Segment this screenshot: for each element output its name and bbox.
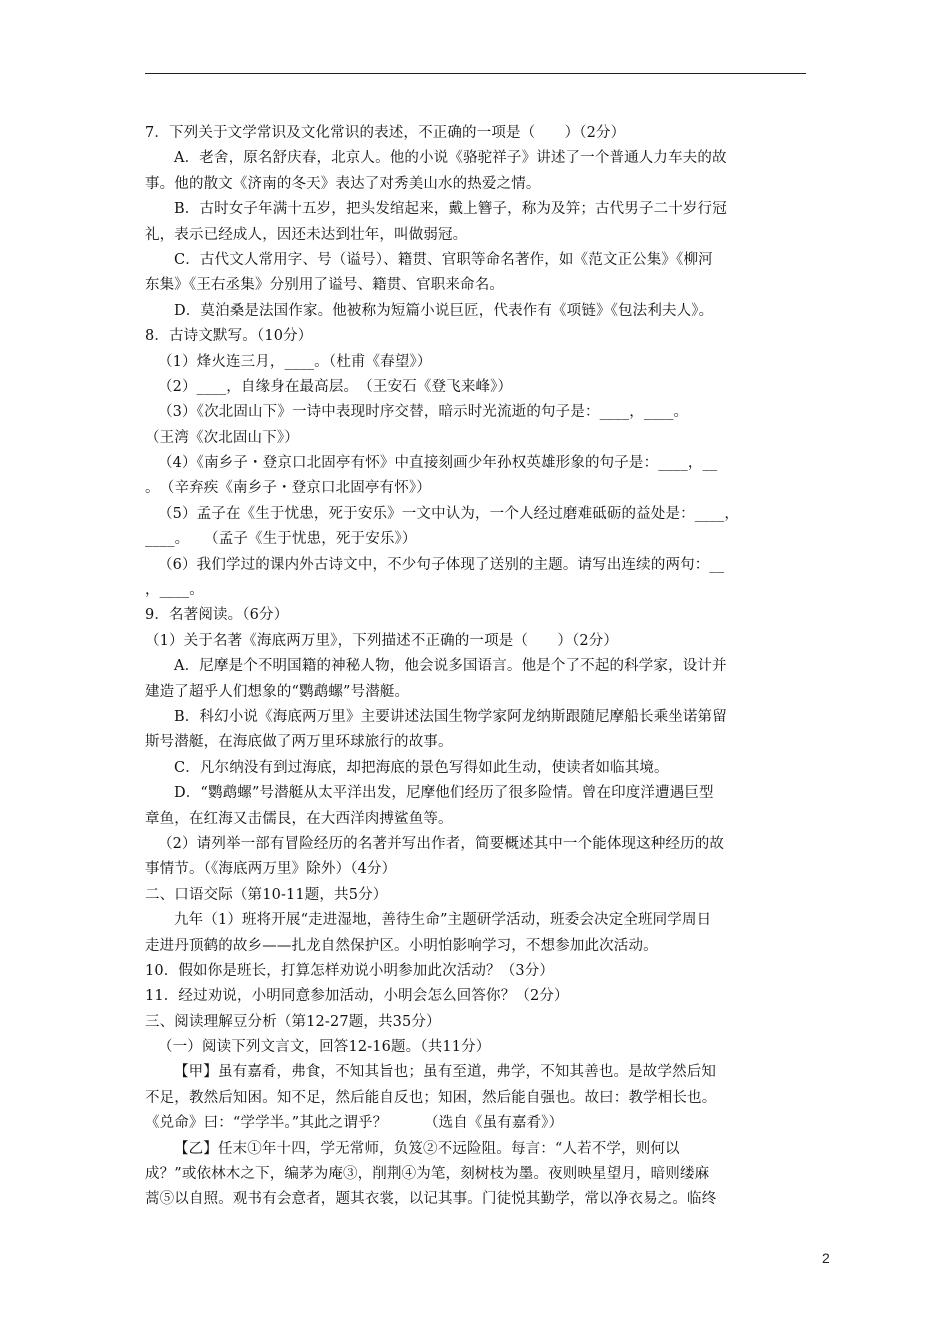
text-line: （5）孟子在《生于忧患，死于安乐》一文中认为，一个人经过磨难砥砺的益处是：____，	[158, 505, 740, 522]
text-line: 东集》《王右丞集》分别用了谥号、籍贯、官职来命名。	[145, 277, 504, 294]
text-line: 走进丹顶鹤的故乡——扎龙自然保护区。小明怕影响学习，不想参加此次活动。	[145, 937, 658, 954]
text-line: 建造了超乎人们想象的“鹦鹉螺”号潜艇。	[145, 683, 410, 700]
text-line: B．古时女子年满十五岁，把头发绾起来，戴上簪子，称为及笄；古代男子二十岁行冠	[174, 201, 727, 218]
text-line: 【乙】任末①年十四，学无常师，负笈②不远险阻。每言：“人若不学，则何以	[174, 1140, 680, 1157]
text-line: 。 （辛弃疾《南乡子・登京口北固亭有怀》）	[145, 480, 431, 497]
text-line: C．凡尔纳没有到过海底，却把海底的景色写得如此生动，使读者如临其境。	[174, 759, 669, 776]
text-line: （王湾《次北固山下》）	[145, 429, 299, 446]
text-line: （2）____，自缘身在最高层。 （王安石《登飞来峰》）	[158, 378, 513, 395]
text-line: 10．假如你是班长，打算怎样劝说小明参加此次活动？（3分）	[145, 962, 555, 979]
text-line: 11．经过劝说，小明同意参加活动，小明会怎么回答你？（2分）	[145, 988, 569, 1005]
text-line: 礼，表示已经成人，因还未达到壮年，叫做弱冠。	[145, 226, 468, 243]
text-line: 二、口语交际（第10-11题，共5分）	[145, 886, 388, 903]
text-line: 事。他的散文《济南的冬天》表达了对秀美山水的热爱之情。	[145, 175, 541, 192]
text-line: 8．古诗文默写。（10分）	[145, 328, 313, 345]
text-line: 事情节。（《海底两万里》除外）（4分）	[145, 861, 397, 878]
text-line: （3）《次北固山下》一诗中表现时序交替，暗示时光流逝的句子是：____，____。	[158, 404, 689, 421]
text-line: （2）请列举一部有冒险经历的名著并写出作者，简要概述其中一个能体现这种经历的故	[158, 835, 725, 852]
text-line: 斯号潜艇，在海底做了两万里环球旅行的故事。	[145, 734, 453, 751]
text-line: 9．名著阅读。（6分）	[145, 607, 289, 624]
text-line: （1）关于名著《海底两万里》，下列描述不正确的一项是（ ）（2分）	[145, 632, 619, 649]
page-number: 2	[822, 1250, 830, 1266]
text-line: 章鱼，在红海又击儒艮，在大西洋肉搏鲨鱼等。	[145, 810, 453, 827]
text-line: 不足，教然后知困。知不足，然后能自反也；知困，然后能自强也。故曰：教学相长也。	[145, 1089, 717, 1106]
text-line: A．老舍，原名舒庆春，北京人。他的小说《骆驼祥子》讲述了一个普通人力车夫的故	[174, 150, 727, 167]
text-line: ____。 （孟子《生于忧患，死于安乐》）	[145, 531, 417, 548]
text-line: （1）烽火连三月，____。（杜甫《春望》）	[158, 353, 432, 370]
text-line: （6）我们学过的课内外古诗文中，不少句子体现了送别的主题。请写出连续的两句：__	[158, 556, 725, 573]
text-line: ，____。	[145, 582, 204, 599]
text-line: 九年（1）班将开展“走进湿地，善待生命”主题研学活动，班委会决定全班同学周日	[174, 912, 712, 929]
text-line: （一）阅读下列文言文，回答12-16题。（共11分）	[158, 1039, 491, 1056]
text-line: 7．下列关于文学常识及文化常识的表述，不正确的一项是（ ）（2分）	[145, 125, 626, 141]
text-line: 成？”或依林木之下，编茅为庵③，削荆④为笔，刻树枝为墨。夜则映星望月，暗则缕麻	[145, 1166, 710, 1183]
text-line: A．尼摩是个不明国籍的神秘人物，他会说多国语言。他是个了不起的科学家，设计并	[174, 658, 727, 675]
text-line: 蒿⑤以自照。观书有会意者，题其衣裳，以记其事。门徒悦其勤学，常以净衣易之。临终	[145, 1191, 717, 1208]
text-line: 【甲】虽有嘉肴，弗食，不知其旨也；虽有至道，弗学，不知其善也。是故学然后知	[174, 1064, 717, 1081]
text-line: B．科幻小说《海底两万里》主要讲述法国生物学家阿龙纳斯跟随尼摩船长乘坐诺第留	[174, 708, 727, 725]
text-line: C．古代文人常用字、号（谥号）、籍贯、官职等命名著作，如《范文正公集》《柳河	[174, 251, 713, 268]
text-line: D．莫泊桑是法国作家。他被称为短篇小说巨匠，代表作有《项链》《包法利夫人》。	[174, 302, 714, 319]
text-line: D．“鹦鹉螺”号潜艇从太平洋出发，尼摩他们经历了很多险情。曾在印度洋遭遇巨型	[174, 785, 714, 802]
exam-page-content	[145, 121, 810, 1213]
text-line: 《兑命》曰：“学学半。”其此之谓乎？ （选自《虽有嘉肴》）	[145, 1115, 564, 1132]
header-rule	[145, 73, 806, 74]
text-line: 三、阅读理解豆分析（第12-27题，共35分）	[145, 1013, 441, 1030]
text-line: （4）《南乡子・登京口北固亭有怀》中直接刻画少年孙权英雄形象的句子是：____，__	[158, 455, 718, 472]
